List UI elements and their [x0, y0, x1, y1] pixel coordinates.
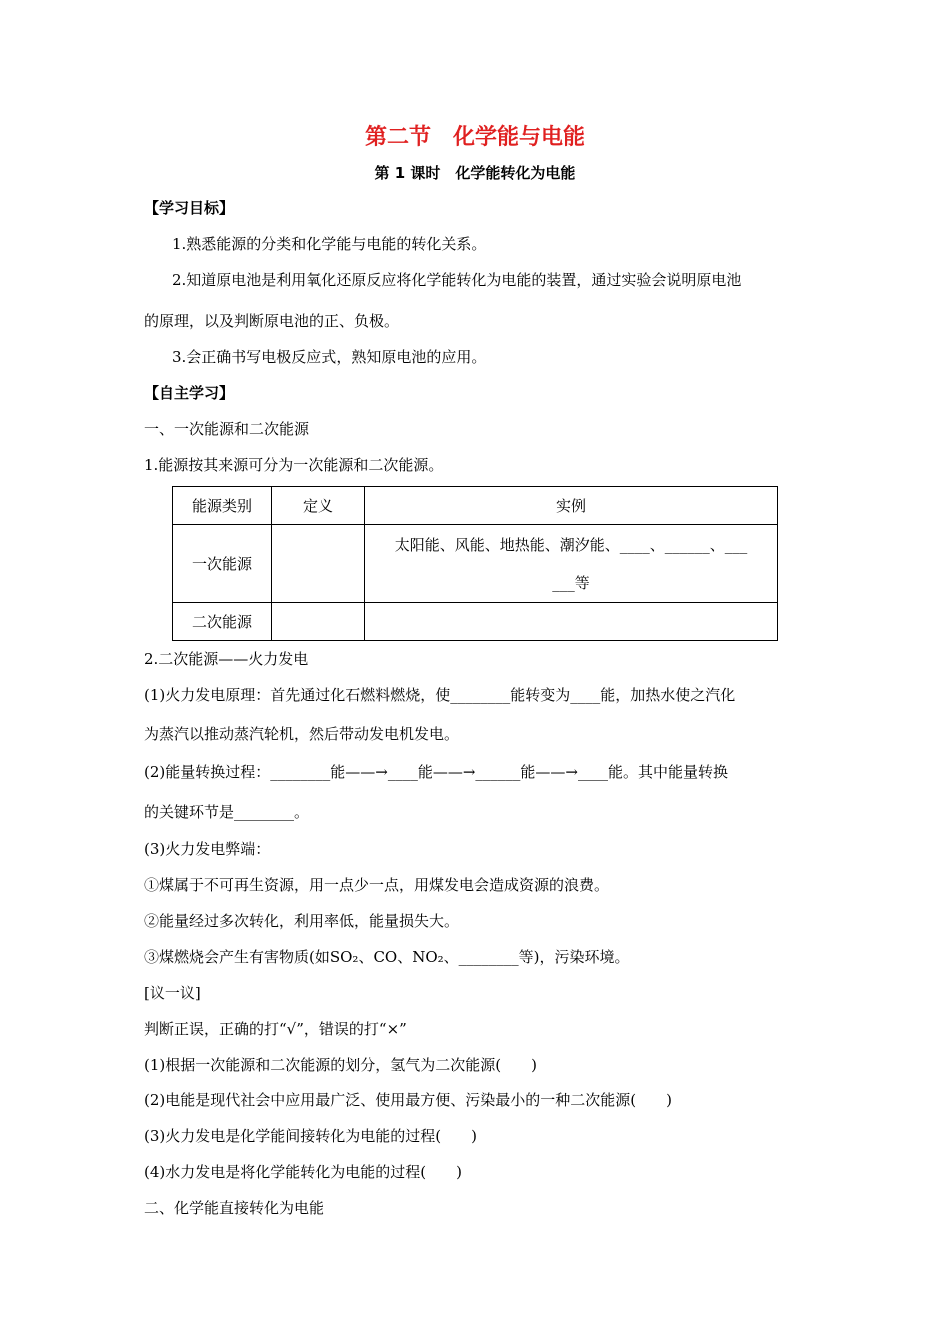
- table-header: 实例: [365, 487, 778, 525]
- section-1-item-1: 1.能源按其来源可分为一次能源和二次能源。: [144, 456, 444, 474]
- section-1-heading: 一、一次能源和二次能源: [144, 420, 310, 438]
- question-2: (2)电能是现代社会中应用最广泛、使用最方便、污染最小的一种二次能源( ): [144, 1091, 672, 1109]
- thermal-principle-line-1: (1)火力发电原理：首先通过化石燃料燃烧，使________能转变为____能，加热水使之汽化: [144, 686, 736, 704]
- energy-conversion-line-2: 的关键环节是________。: [144, 803, 310, 821]
- thermal-heading: 2.二次能源——火力发电: [144, 650, 309, 668]
- table-cell-type: 二次能源: [173, 603, 272, 641]
- table-cell-type: 一次能源: [173, 525, 272, 603]
- energy-table: [172, 486, 778, 641]
- thermal-principle-line-2: 为蒸汽以推动蒸汽轮机，然后带动发电机发电。: [144, 725, 460, 743]
- examples-line-2: ___等: [552, 573, 590, 592]
- page-title: 第二节 化学能与电能: [364, 125, 585, 150]
- table-row: [173, 525, 778, 603]
- energy-conversion-line-1: (2)能量转换过程：________能——→____能——→______能——→____能。其中能量转换: [144, 763, 728, 781]
- thermal-drawbacks-heading: (3)火力发电弊端：: [144, 840, 271, 858]
- goal-2-line-2: 的原理，以及判断原电池的正、负极。: [144, 312, 400, 330]
- question-1: (1)根据一次能源和二次能源的划分，氢气为二次能源( ): [144, 1056, 537, 1074]
- table-cell-examples: [365, 525, 778, 603]
- goal-1: 1.熟悉能源的分类和化学能与电能的转化关系。: [172, 235, 487, 253]
- table-cell-def: [272, 525, 365, 603]
- discuss-heading: [议一议]: [144, 984, 201, 1002]
- self-study-heading: 【自主学习】: [144, 384, 235, 402]
- table-cell-examples: [365, 603, 778, 641]
- lesson-subtitle: 第 1 课时 化学能转化为电能: [374, 164, 576, 182]
- goal-3: 3.会正确书写电极反应式，熟知原电池的应用。: [172, 348, 487, 366]
- examples-line-1: 太阳能、风能、地热能、潮汐能、____、______、___: [394, 535, 748, 554]
- table-row: [173, 603, 778, 641]
- drawback-2: ②能量经过多次转化，利用率低，能量损失大。: [144, 912, 460, 930]
- drawback-3: ③煤燃烧会产生有害物质(如SO₂、CO、NO₂、________等)，污染环境。: [144, 948, 630, 966]
- table-header-row: [173, 487, 778, 525]
- table-header: 能源类别: [173, 487, 272, 525]
- question-3: (3)火力发电是化学能间接转化为电能的过程( ): [144, 1127, 477, 1145]
- drawback-1: ①煤属于不可再生资源，用一点少一点，用煤发电会造成资源的浪费。: [144, 876, 610, 894]
- goal-2-line-1: 2.知道原电池是利用氧化还原反应将化学能转化为电能的装置，通过实验会说明原电池: [172, 271, 742, 289]
- section-2-heading: 二、化学能直接转化为电能: [144, 1199, 325, 1217]
- goals-heading: 【学习目标】: [144, 199, 235, 217]
- discuss-intro: 判断正误，正确的打“√”，错误的打“×”: [144, 1020, 407, 1038]
- table-header: 定义: [272, 487, 365, 525]
- question-4: (4)水力发电是将化学能转化为电能的过程( ): [144, 1163, 462, 1181]
- table-cell-def: [272, 603, 365, 641]
